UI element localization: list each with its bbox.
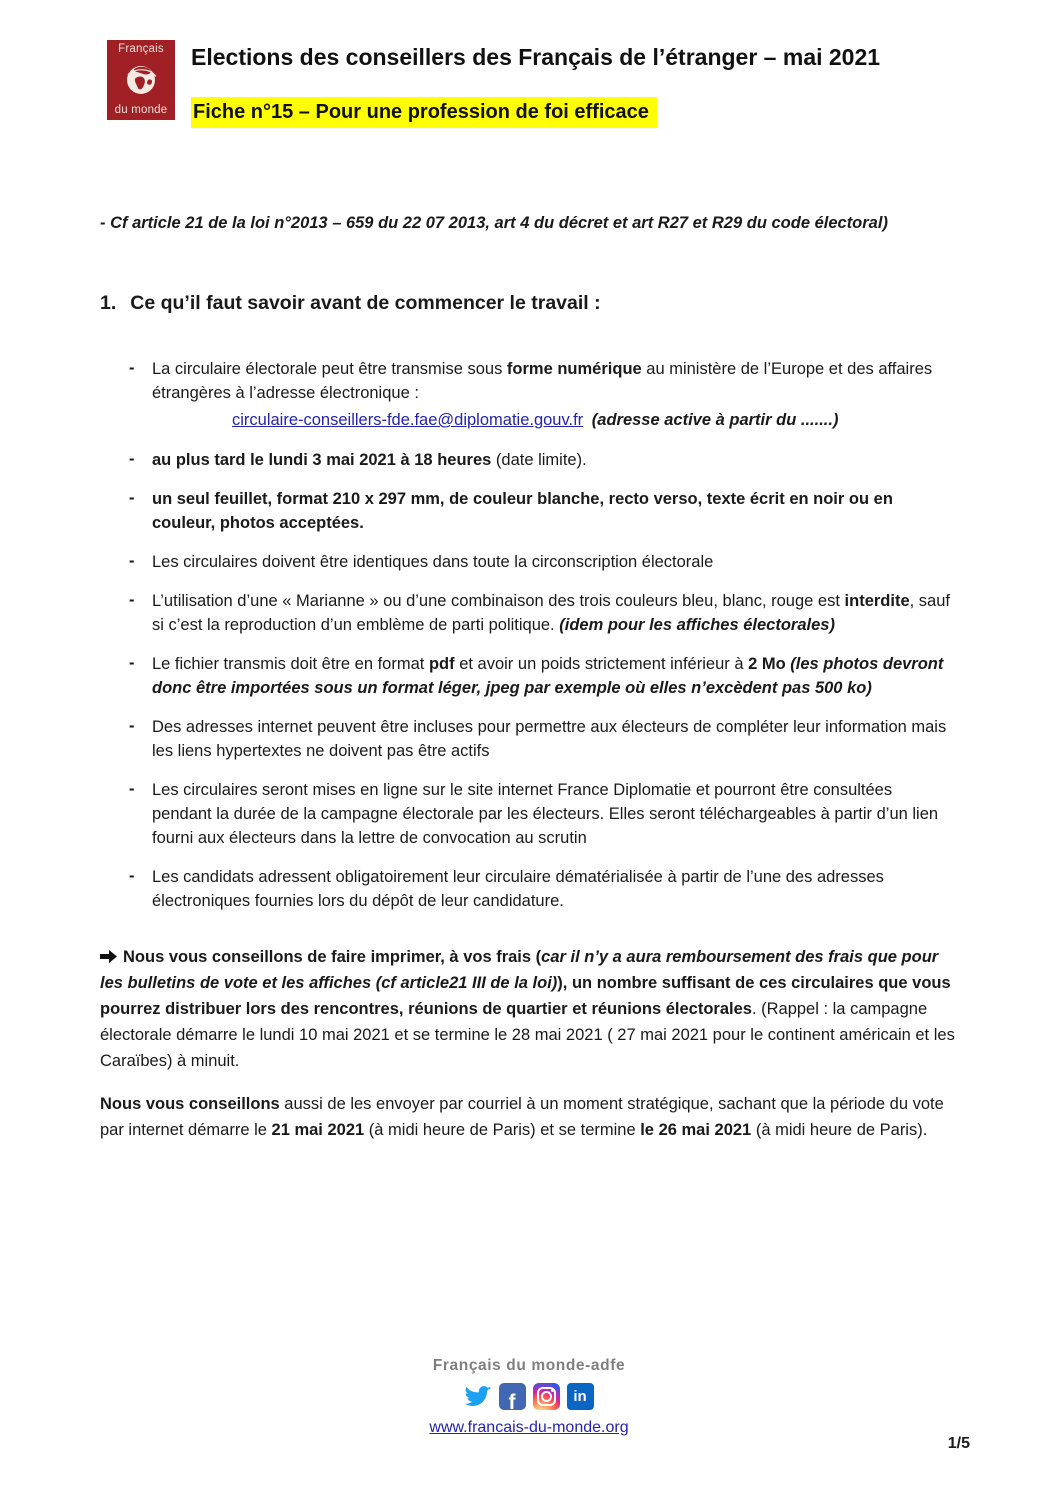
page-number: 1/5: [947, 1435, 970, 1452]
facebook-glyph: f: [508, 1390, 516, 1410]
email-note: (adresse active à partir du .......): [591, 411, 839, 429]
globe-icon: [120, 59, 162, 101]
bullet-list: [0, 357, 1058, 913]
bullet-item-deadline: - au plus tard le lundi 3 mai 2021 à 18 heures (date limite).: [152, 448, 955, 472]
email-link[interactable]: circulaire-conseillers-fde.fae@diplomatie.gouv.fr: [232, 411, 584, 429]
footer: [0, 1357, 1058, 1437]
francais-du-monde-logo: [107, 40, 175, 120]
bullet-item-pdf: - Le fichier transmis doit être en format pdf et avoir un poids strictement inférieur à 2 Mo (les photos devront donc être importées sous un format léger, jpeg par exemple où elles n’excèdent pas 500 ko): [152, 652, 955, 700]
bullet-item-adresses-internet: - Des adresses internet peuvent être incluses pour permettre aux électeurs de compléter leur information mais les liens hypertextes ne doivent pas être actifs: [152, 715, 955, 763]
linkedin-glyph: in: [573, 1387, 587, 1405]
linkedin-icon[interactable]: [567, 1383, 594, 1410]
twitter-icon[interactable]: [465, 1383, 492, 1410]
section-1-heading: [100, 290, 968, 316]
header-titles: [191, 40, 880, 128]
instagram-icon[interactable]: [533, 1383, 560, 1410]
print-advice-paragraph: Nous vous conseillons de faire imprimer, à vos frais (car il n’y a aura remboursement des frais que pour les bulletins de vote et les affiches (cf article21 III de la loi)), un nombre suffisant de ces circulaires que vous pourrez distribuer lors des rencontres, réunions de quartier et réunions électorales. (Rappel : la campagne électorale démarre le lundi 10 mai 2021 et se termine le 28 mai 2021 ( 27 mai 2021 pour le continent américain et les Caraïbes) à minuit.: [100, 944, 962, 1074]
bullet-item-candidats: - Les candidats adressent obligatoirement leur circulaire dématérialisée à partir de l’une des adresses électroniques fournies lors du dépôt de leur candidature.: [152, 865, 955, 913]
header: [0, 0, 1058, 128]
facebook-icon[interactable]: [499, 1383, 526, 1410]
bullet-item-format: - un seul feuillet, format 210 x 297 mm, de couleur blanche, recto verso, texte écrit en noir ou en couleur, photos acceptées.: [152, 487, 955, 535]
arrow-icon: [100, 945, 117, 971]
email-line: [232, 407, 955, 433]
instagram-camera-lens: [541, 1391, 552, 1402]
legal-reference: - Cf article 21 de la loi n°2013 – 659 du 22 07 2013, art 4 du décret et art R27 et R29 du code électoral): [100, 214, 888, 232]
social-icons-row: [0, 1382, 1058, 1410]
instagram-camera-dot: [551, 1389, 554, 1392]
section-number: 1.: [100, 292, 117, 314]
document-subtitle: Fiche n°15 – Pour une profession de foi efficace: [191, 97, 657, 128]
logo-text-top: Français: [118, 43, 164, 55]
website-link[interactable]: www.francais-du-monde.org: [429, 1419, 629, 1436]
bullet-item-identiques: - Les circulaires doivent être identiques dans toute la circonscription électorale: [152, 550, 955, 574]
section-title: Ce qu’il faut savoir avant de commencer le travail :: [130, 292, 601, 314]
bullet-item-circulaire: - La circulaire électorale peut être transmise sous forme numérique au ministère de l’Europe et des affaires étrangères à l’adresse électronique : circulaire-conseillers-fde.fae@diplomatie.gouv.fr (adresse active à partir du .......): [152, 357, 955, 433]
email-advice-paragraph: Nous vous conseillons aussi de les envoyer par courriel à un moment stratégique, sachant que la période du vote par internet démarre le 21 mai 2021 (à midi heure de Paris) et se termine le 26 mai 2021 (à midi heure de Paris).: [100, 1095, 944, 1139]
footer-brand: Français du monde-adfe: [432, 1357, 626, 1374]
logo-text-bottom: du monde: [114, 104, 168, 116]
bullet-item-marianne: - L’utilisation d’une « Marianne » ou d’une combinaison des trois couleurs bleu, blanc, rouge est interdite, sauf si c’est la reproduction d’un emblème de parti politique. (idem pour les affiches électorales): [152, 589, 955, 637]
bullet-item-france-diplomatie: - Les circulaires seront mises en ligne sur le site internet France Diplomatie et pourront être consultées pendant la durée de la campagne électorale par les électeurs. Elles seront téléchargeables à partir d’un lien fourni aux électeurs dans la lettre de convocation au scrutin: [152, 778, 955, 850]
document-title: Elections des conseillers des Français de l’étranger – mai 2021: [191, 44, 881, 70]
